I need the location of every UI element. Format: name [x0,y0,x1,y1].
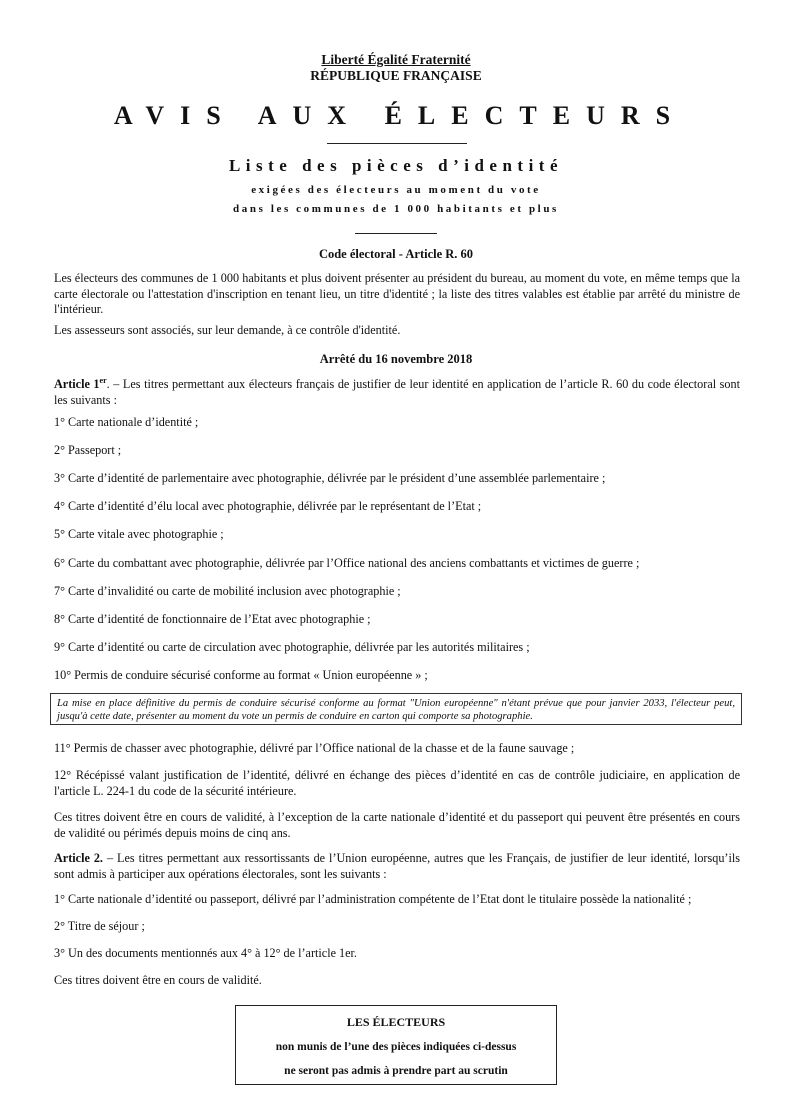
list-item: 1° Carte nationale d’identité ou passeport, délivré par l’administration compétente de l’Etat dont le titulaire possède la nationalité ; [54,892,692,906]
list-item: 11° Permis de chasser avec photographie, délivré par l’Office national de la chasse et de la faune sauvage ; [54,741,575,755]
republic-name: RÉPUBLIQUE FRANÇAISE [310,68,482,83]
article-2-validity: Ces titres doivent être en cours de validité. [54,973,262,987]
article-2-intro: Article 2. – Les titres permettant aux ressortissants de l’Union européenne, autres que les Français, de justifier de leur identité, lorsqu’ils sont admis à participer aux opérations électorales, sont les suivants : [54,851,740,881]
article-2-label: Article 2. [54,851,103,865]
list-item: 4° Carte d’identité d’élu local avec photographie, délivrée par le représentant de l’Etat ; [54,499,482,513]
list-item: 6° Carte du combattant avec photographie, délivrée par l’Office national des anciens combattants et victimes de guerre ; [54,556,640,570]
subtitle-divider [355,233,437,234]
list-item: 8° Carte d’identité de fonctionnaire de l’Etat avec photographie ; [54,612,371,626]
article-1-intro: Article 1er. – Les titres permettant aux électeurs français de justifier de leur identité en application de l’article R. 60 du code électoral sont les suivants : [54,376,740,407]
list-item: 3° Carte d’identité de parlementaire avec photographie, délivrée par le président d’une assemblée parlementaire ; [54,471,606,485]
validity-paragraph: Ces titres doivent être en cours de validité, à l’exception de la carte nationale d’identité et du passeport qui peuvent être présentés en cours de validité ou périmés depuis moins de cinq ans. [54,810,740,840]
code-paragraph-1: Les électeurs des communes de 1 000 habitants et plus doivent présenter au président du bureau, au moment du vote, en même temps que la carte électorale ou l'attestation d'inscription en tenant lieu, un titre d'identité ; la liste des titres valables est établie par arrêté du ministre de l'intérieur. [54,271,740,316]
driving-licence-note: La mise en place définitive du permis de conduire sécurisé conforme au format "Union européenne" n'étant prévue que pour janvier 2033, l'électeur peut, jusqu'à cette date, présenter au moment du vote un permis de conduire en carton qui comporte sa photographie. [50,693,742,725]
list-item: 7° Carte d’invalidité ou carte de mobilité inclusion avec photographie ; [54,584,401,598]
title-divider [327,143,467,144]
warning-line-3: ne seront pas admis à prendre part au scrutin [284,1065,508,1077]
subtitle-line-2: exigées des électeurs au moment du vote [251,184,541,196]
article-1-label: Article 1er [54,376,107,392]
list-item: 2° Passeport ; [54,443,122,457]
list-item: 5° Carte vitale avec photographie ; [54,527,224,541]
code-heading: Code électoral - Article R. 60 [318,247,474,261]
page-subtitle: Liste des pièces d’identité [228,156,564,175]
subtitle-line-3: dans les communes de 1 000 habitants et plus [233,203,559,215]
warning-box [235,1005,557,1085]
warning-title: LES ÉLECTEURS [346,1015,446,1029]
republic-motto: Liberté Égalité Fraternité [321,52,471,67]
list-item: 2° Titre de séjour ; [54,919,145,933]
arrete-heading: Arrêté du 16 novembre 2018 [319,352,473,366]
list-item: 9° Carte d’identité ou carte de circulation avec photographie, délivrée par les autorités militaires ; [54,640,530,654]
list-item: 10° Permis de conduire sécurisé conforme au format « Union européenne » ; [54,668,428,682]
warning-line-2: non munis de l’une des pièces indiquées ci-dessus [275,1041,517,1053]
list-item: 12° Récépissé valant justification de l’identité, délivré en échange des pièces d’identité en cas de contrôle judiciaire, en application de l'article L. 224-1 du code de la sécurité intérieure. [54,768,740,798]
list-item: 1° Carte nationale d’identité ; [54,415,199,429]
code-paragraph-2: Les assesseurs sont associés, sur leur demande, à ce contrôle d'identité. [54,323,401,337]
page-title: AVIS AUX ÉLECTEURS [113,101,687,130]
list-item: 3° Un des documents mentionnés aux 4° à 12° de l’article 1er. [54,946,357,960]
